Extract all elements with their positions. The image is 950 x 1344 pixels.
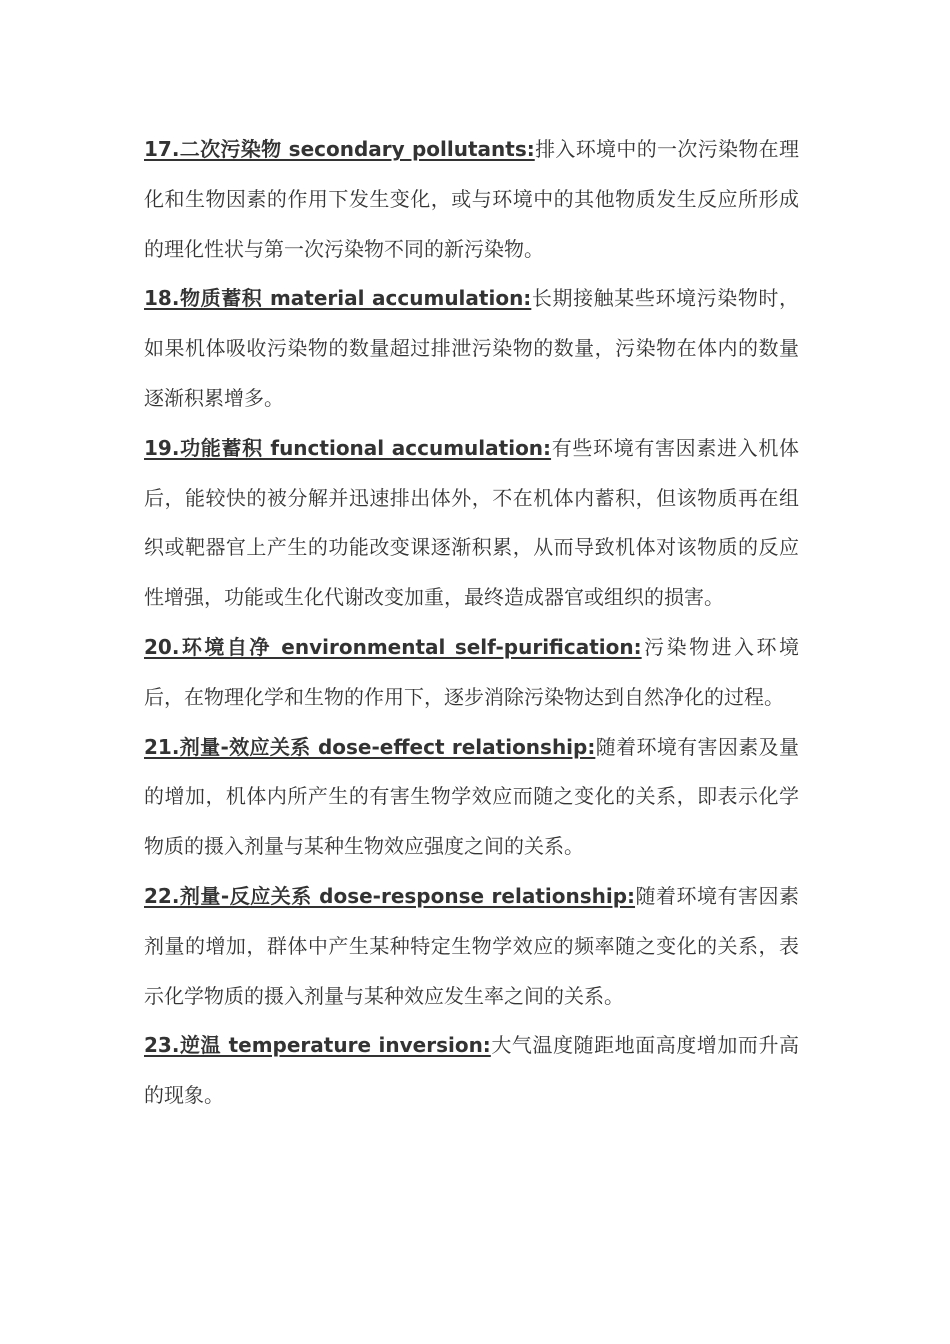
document-body <box>144 125 799 1121</box>
term-heading: 22.剂量-反应关系 dose-response relationship: <box>144 883 636 908</box>
term-definition: 排入环境中的一次污染物在理化和生物因素的作用下发生变化，或与环境中的其他物质发生反应所形成的理化性状与第一次污染物不同的新污染物。 <box>144 137 799 261</box>
term-definition: 随着环境有害因素剂量的增加，群体中产生某种特定生物学效应的频率随之变化的关系，表示化学物质的摄入剂量与某种效应发生率之间的关系。 <box>144 883 799 1008</box>
term-heading: 19.功能蓄积 functional accumulation: <box>144 435 552 460</box>
entry-22 <box>144 872 799 1021</box>
entry-18 <box>144 274 799 423</box>
term-definition: 长期接触某些环境污染物时，如果机体吸收污染物的数量超过排泄污染物的数量，污染物在体内的数量逐渐积累增多。 <box>144 286 800 410</box>
term-heading: 17.二次污染物 secondary pollutants: <box>144 137 535 161</box>
term-definition: 有些环境有害因素进入机体后，能较快的被分解并迅速排出体外，不在机体内蓄积，但该物质再在组织或靶器官上产生的功能改变课逐渐积累，从而导致机体对该物质的反应性增强，功能或生化代谢改变加重，最终造成器官或组织的损害。 <box>144 435 800 610</box>
term-heading: 18.物质蓄积 material accumulation: <box>144 286 532 311</box>
entry-23 <box>144 1021 799 1121</box>
term-definition: 随着环境有害因素及量的增加，机体内所产生的有害生物学效应而随之变化的关系，即表示化学物质的摄入剂量与某种生物效应强度之间的关系。 <box>144 734 799 859</box>
term-heading: 23.逆温 temperature inversion: <box>144 1033 491 1058</box>
entry-21 <box>144 723 799 872</box>
term-definition: 污染物进入环境后，在物理化学和生物的作用下，逐步消除污染物达到自然净化的过程。 <box>144 634 800 709</box>
entry-17 <box>144 125 799 274</box>
entry-19 <box>144 424 799 623</box>
term-heading: 21.剂量-效应关系 dose-effect relationship: <box>144 734 596 759</box>
entry-20 <box>144 623 799 723</box>
term-heading: 20.环境自净 environmental self-purification: <box>144 634 642 659</box>
term-definition: 大气温度随距地面高度增加而升高的现象。 <box>144 1033 799 1108</box>
